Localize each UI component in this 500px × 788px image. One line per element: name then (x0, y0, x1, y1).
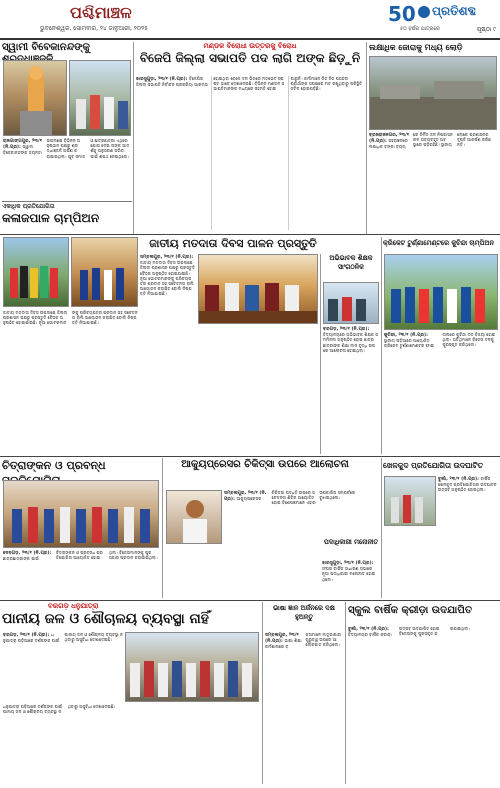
column-rule (366, 42, 367, 234)
story-13-headline[interactable]: ଭାଷା ଜ୍ଞାନ ଅର୍ଜନରେ ଦକ୍ଷ ହୁଅନ୍ତୁ (273, 604, 335, 621)
story-9-photo (166, 490, 222, 544)
story-7-headline-box (383, 238, 498, 252)
divider (2, 201, 132, 202)
story-7-photo (384, 254, 498, 330)
story-10-body (322, 560, 380, 598)
story-8-text: ଛାତ୍ରଛାତ୍ରୀଙ୍କ ପାଇଁ ଚିତ୍ରାଙ୍କନ ଓ ପ୍ରବନ୍ଧ ପ୍ରତିଯୋଗିତା ଆୟୋଜିତ ହୋଇଥିଲା। ବିଜେତାମାନଙ୍କୁ ପୁରସ୍କାର ପ୍ରଦାନ କରାଯାଇଥିଲା। (3, 550, 158, 562)
story-10-byline: ଝାରସୁଗୁଡ଼ା, ୨୩/୧ (ନି.ପ୍ର): (322, 561, 374, 566)
story-5-text: ଜାତୀୟ ମତଦାତା ଦିବସ ଉପଲକ୍ଷେ ଜିଲ୍ଲା ପ୍ରଶାସନ ପକ୍ଷରୁ ପ୍ରସ୍ତୁତି ବୈଠକ ଅନୁଷ୍ଠିତ ହୋଇଯାଇଛି। ନୂଆ ଭୋଟରମାନଙ୍କୁ ପରିଚୟପତ୍ର ପ୍ରଦାନ ସହ ସଚେତନତା ରାଲି ଆୟୋଜନ କରାଯିବ ବୋଲି ନିଷ୍ପତ୍ତି ନିଆଯାଇଛି। (140, 260, 195, 297)
doctor-image (167, 491, 222, 544)
story-1-text: ସ୍ୱାମୀ ବିବେକାନନ୍ଦଙ୍କ ଜୟନ୍ତୀ ଉପଲକ୍ଷେ ବିଭିନ୍ନ ଅନୁଷ୍ଠାନ ପକ୍ଷରୁ ଶ୍ରଦ୍ଧାଞ୍ଜଳି ଅର୍ପଣ କରାଯାଇଥିଲା। ଯୁବ ସମାଜ ଓ ଛାତ୍ରଛାତ୍ରୀ ଏଥିରେ ଯୋଗ ଦେଇ ତାଙ୍କ ଆଦର୍ଶକୁ ଅନୁସରଣ କରିବା ପାଇଁ ଶପଥ ନେଇଥିଲେ। (3, 138, 130, 159)
story-13-text: ଭାଷା ଶିକ୍ଷା କର୍ମଶାଳାରେ ବକ୍ତାମାନେ ମାତୃଭାଷାର ଗୁରୁତ୍ୱ ଉପରେ ଆଲୋକପାତ କରିଥିଲେ। (265, 632, 341, 650)
story-5-byline: ସମ୍ବଲପୁର, ୨୩/୧ (ନି.ପ୍ର): (140, 255, 194, 260)
story-4-byline: ବ୍ରଜରାଜନଗର, ୨୩/୧ (ନି.ପ୍ର): (369, 133, 410, 145)
team-image (4, 238, 69, 307)
story-3-headline[interactable]: ବିଜେପି ଜିଲ୍ଲା ସଭାପତି ପଦ ଲାଗି ଅଙ୍କ ଛିଡ଼ୁନି (139, 51, 361, 65)
anniversary-logo: 50 (388, 2, 416, 26)
story-8-body (3, 550, 159, 598)
dateline: ଭୁବନେଶ୍ୱର, ସୋମବାର, ୨୪ ଜାନୁଆରୀ, ୨୦୨୫ (40, 25, 148, 32)
story-1-headline[interactable]: ସ୍ୱାମୀ ବିବେକାନନ୍ଦଙ୍କୁ (2, 42, 90, 53)
story-12-byline: ବରଗଡ଼, ୨୩/୧ (ନି.ପ୍ର): (3, 633, 51, 638)
story-7-text: ସ୍ଥାନୀୟ ପଡ଼ିଆରେ ଆୟୋଜିତ କ୍ରିକେଟ ଟୁର୍ଣ୍ଣାମେଣ୍ଟର ଫାଇନାଲରେ କୁଚିନ୍ଦା ଦଳ ବିଜୟୀ ହୋଇଥିଲା। ଅତିଥିମାନେ ବିଜେତା ଦଳକୁ ପୁରସ୍କୃତ କରିଥିଲେ। (384, 332, 496, 349)
column-rule (133, 42, 134, 234)
story-6-photo (323, 282, 379, 324)
story-3-headline-box (136, 42, 364, 74)
story-4-photo (369, 56, 497, 130)
column-rule (162, 458, 163, 598)
statue-image (4, 61, 67, 136)
brand-tagline: ୫୦ ବର୍ଷର ଯାତ୍ରାରେ (400, 26, 440, 32)
story-14-text: ବିଦ୍ୟାଳୟର ବାର୍ଷିକ କ୍ରୀଡ଼ା ଉତ୍ସବ ଉଦଯାପିତ ହୋଇ ବିଜେତାଙ୍କୁ ପୁରସ୍କୃତ କରାଯାଇଥିଲା। (348, 626, 470, 638)
story-11-body (438, 476, 498, 598)
story-2-text: ଜାତୀୟ ମତଦାତା ଦିବସ ଉପଲକ୍ଷେ ଜିଲ୍ଲା ପ୍ରଶାସନ ପକ୍ଷରୁ ପ୍ରସ୍ତୁତି ବୈଠକ ଅନୁଷ୍ଠିତ ହୋଇଯାଇଛି। ନୂଆ ଭୋଟରମାନଙ୍କୁ ପରିଚୟପତ୍ର ପ୍ରଦାନ ସହ ସଚେତନତା ରାଲି ଆୟୋଜନ କରାଯିବ ବୋଲି ନିଷ୍ପତ୍ତି ନିଆଯାଇଛି। (3, 310, 138, 326)
story-5-headline-box (108, 236, 358, 252)
section-divider (0, 456, 500, 457)
story-11-byline: ବୁର୍ଲା, ୨୩/୧ (ନି.ପ୍ର): (438, 477, 481, 482)
story-14-headline[interactable]: ସ୍କୁଲ ବାର୍ଷିକ କ୍ରୀଡ଼ା ଉଦଯାପିତ (348, 605, 472, 616)
story-5-headline[interactable]: ଜାତୀୟ ମତଦାତା ଦିବସ ପାଳନ ପ୍ରସ୍ତୁତି (149, 237, 317, 250)
story-2-kicker: ଏକାଧିକ ପ୍ରତିଯୋଗିତା (2, 203, 55, 210)
story-8-headline[interactable]: ଚିତ୍ରାଙ୍କନ ଓ ପ୍ରବନ୍ଧ (2, 459, 106, 472)
story-6-byline: ବରଗଡ଼, ୨୩/୧ (ନି.ପ୍ର): (323, 327, 370, 332)
column-rule (262, 602, 263, 784)
story-2-photo-b (71, 237, 138, 307)
story-11-headline-box (383, 460, 498, 474)
players-image (72, 238, 138, 307)
masthead (0, 0, 500, 40)
story-4-headline[interactable]: ଲକ୍ଷାଧିକ ଜୋରାକୁ ମଧ୍ୟ ଲୋଡ଼ି (369, 43, 463, 52)
story-4-text: ସହରାଞ୍ଚଳରେ ଲକ୍ଷାଧିକ ଟଙ୍କା ବ୍ୟୟରେ ନିର୍ମିତ ଜଳ ନିଷ୍କାସନ ନାଳ ଅବ୍ୟବହୃତ ଅବସ୍ଥାରେ ପଡ଼ିରହିଛି। ସ୍ଥାନୀୟ ଲୋକେ ପ୍ରଶାସନର ଦୃଷ୍ଟି ଆକର୍ଷଣ କରିଛନ୍ତି। (369, 132, 491, 150)
story-11-headline[interactable]: ଖେଳକୁଦ ପ୍ରତିଯୋଗିତା ଉଦଘାଟିତ (383, 461, 484, 470)
story-12-text-cont: ଧନୁଯାତ୍ରା ପଡ଼ିଆରେ ଦର୍ଶକଙ୍କ ପାଇଁ ପାନୀୟ ଜଳ ଓ ଶୌଚାଳୟ ବ୍ୟବସ୍ଥା ନଥିବାରୁ ଅସୁବିଧା ଦେଖାଦେଇଛି। (3, 704, 116, 715)
brand-badge-icon (418, 6, 430, 18)
story-1-headline-box (2, 42, 130, 62)
story-8-byline: ଦେବଗଡ଼, ୨୩/୧ (ନି.ପ୍ର): (3, 551, 52, 556)
story-12-text: ଧନୁଯାତ୍ରା ପଡ଼ିଆରେ ଦର୍ଶକଙ୍କ ପାଇଁ ପାନୀୟ ଜଳ ଓ ଶୌଚାଳୟ ବ୍ୟବସ୍ଥା ନଥିବାରୁ ଅସୁବିଧା ଦେଖାଦେଇଛି। (3, 632, 123, 644)
story-1-photo-a (3, 60, 67, 136)
story-13-byline: ସମ୍ବଲପୁର, ୨୩/୧ (ନି.ପ୍ର): (265, 633, 299, 645)
meeting-image (199, 255, 318, 324)
story-12-photo (125, 632, 259, 702)
story-6-headline[interactable]: ଅଭିଭାବକ ଶିକ୍ଷକ ସାଂଗଠନିକ (329, 254, 373, 271)
story-2-headline-box (2, 203, 132, 229)
story-1-photo-b (69, 60, 131, 136)
story-2-headline[interactable]: କଳାଜପାଳ ଚାମ୍ପିଅନ (2, 211, 100, 225)
story-3-text: ବିଜେପିର ଜିଲ୍ଲା ସଭାପତି ନିର୍ବାଚନ ପ୍ରକ୍ରିୟା ଆରମ୍ଭ ହୋଇଥିବା ବେଳେ ଦଳ ଭିତରେ ମତଭେଦ ସ୍ପଷ୍ଟ ଭାବେ ଦେଖାଦେଇଛି। ବିଭିନ୍ନ ମଣ୍ଡଳ ସଭାପତିମାନଙ୍କ ମଧ୍ୟରେ ସହମତି ହୋଇପାରୁନି। କର୍ମୀମାନେ ନିଜ ନିଜ ପସନ୍ଦର ପ୍ରାର୍ଥୀଙ୍କ ସପକ୍ଷରେ ମତ ରଖୁଥିବାରୁ ପରିସ୍ଥିତି ଜଟିଳ ହୋଇପଡ଼ିଛି। (136, 76, 363, 92)
drain-image (370, 57, 497, 130)
story-13-body (265, 632, 343, 782)
story-3-kicker: ମଣ୍ଡଳ ବିରୋଧୀ ଉତ୍ତରକୁ ବିରୋଧ (203, 42, 297, 50)
story-14-headline-box (348, 604, 498, 624)
brand-name: ପ୍ରତିଶବ୍ଦ (432, 4, 477, 18)
story-10-text: ସଂଘର ବାର୍ଷିକ ସାଧାରଣ ସଭାରେ ନୂଆ ପଦାଧିକାରୀ ମନୋନୀତ ହୋଇଥିଲେ। (322, 566, 376, 582)
story-6-body (323, 326, 379, 454)
story-3-body (136, 76, 364, 230)
column-rule (381, 237, 382, 454)
story-2-photo-a (3, 237, 69, 307)
story-12-body-cont (3, 704, 259, 782)
section-divider (0, 600, 500, 601)
story-7-headline[interactable]: କ୍ରିକେଟ ଟୁର୍ଣ୍ଣାମେଣ୍ଟରେ କୁଚିନ୍ଦା ଚାମ୍ପିଅନ (383, 239, 494, 247)
story-3-byline: ଝାରସୁଗୁଡ଼ା, ୨୩/୧ (ନି.ପ୍ର): (136, 77, 190, 82)
cricket-team-image (385, 255, 498, 330)
story-6-headline-box (322, 254, 380, 280)
story-8-photo (3, 480, 159, 548)
story-14-byline: ବୁର୍ଲା, ୨୩/୧ (ନି.ପ୍ର): (348, 627, 389, 632)
story-10-headline[interactable]: ପଦାଧିକାରୀ ମନୋନୀତ (324, 538, 378, 546)
story-7-byline: କୁଚିନ୍ଦା, ୨୩/୧ (ନି.ପ୍ର): (384, 333, 428, 338)
classroom-image (324, 283, 379, 324)
story-12-headline-box (2, 602, 262, 630)
column-rule (320, 254, 321, 454)
story-9-byline: ସମ୍ବଲପୁର, ୨୩/୧ (ନି.ପ୍ର): (224, 491, 267, 503)
crowd-image (126, 633, 259, 702)
story-5-body (140, 254, 196, 454)
column-rule (345, 602, 346, 784)
story-7-body (384, 332, 498, 454)
story-12-body (3, 632, 123, 702)
page-number: ପୃଷ୍ଠା ୯ (476, 26, 496, 33)
section-divider (0, 234, 500, 235)
story-9-text: ଆକ୍ୟୁପ୍ରେସର ଚିକିତ୍ସା ପଦ୍ଧତି ଉପରେ ସଚେତନତା ଶିବିର ଆୟୋଜିତ ହୋଇ ବିଶେଷଜ୍ଞମାନେ ଏହାର ଉପକାରିତା ସମ୍ପର୍କରେ ବୁଝାଇଥିଲେ। (236, 490, 356, 506)
students-image (4, 481, 159, 548)
gathering-image (70, 61, 131, 136)
story-2-body (3, 310, 138, 454)
story-12-headline[interactable]: ପାନୀୟ ଜଳ ଓ ଶୌଚାଳୟ ବ୍ୟବସ୍ଥା ନାହିଁ (2, 611, 209, 627)
story-11-text: ବାର୍ଷିକ ଖେଳକୁଦ ପ୍ରତିଯୋଗିତାର ଉଦଘାଟନ ଉତ୍ସବ ଅନୁଷ୍ଠିତ ହୋଇଥିଲା। (438, 476, 497, 493)
story-4-body (369, 132, 498, 232)
story-13-headline-box (265, 604, 343, 630)
story-4-headline-box (369, 42, 498, 56)
story-12-kicker: ବରଗଡ଼ ଧନୁଯାତ୍ରା (48, 602, 99, 610)
story-5-photo (198, 254, 318, 324)
story-9-headline[interactable]: ଆକ୍ୟୁପ୍ରେସର ଚିକିତ୍ସା ଉପରେ ଆଲୋଚନା (181, 459, 349, 470)
story-8-headline-box (2, 458, 160, 478)
story-9-headline-box (165, 458, 365, 488)
story-1-body (3, 138, 131, 200)
story-10-headline-box (322, 538, 380, 560)
story-6-text: ବିଦ୍ୟାଳୟରେ ଅଭିଭାବକ ଶିକ୍ଷକ ସମ୍ମିଳନୀ ଅନୁଷ୍ଠିତ ହୋଇ ଛାତ୍ରଛାତ୍ରୀଙ୍କ ଶିକ୍ଷା ମାନ ବୃଦ୍ଧି ଉପରେ ଆଲୋଚନା ହୋଇଥିଲା। (323, 332, 379, 353)
section-title: ପଶ୍ଚିମାଞ୍ଚଳ (70, 3, 132, 22)
story-11-photo (384, 476, 436, 526)
column-rule (381, 458, 382, 598)
story-14-body (348, 626, 498, 782)
story-1-byline: ରାଜଗାଙ୍ଗପୁର, ୨୩/୧ (ନି.ପ୍ର): (3, 139, 42, 151)
athletes-image (385, 477, 436, 526)
